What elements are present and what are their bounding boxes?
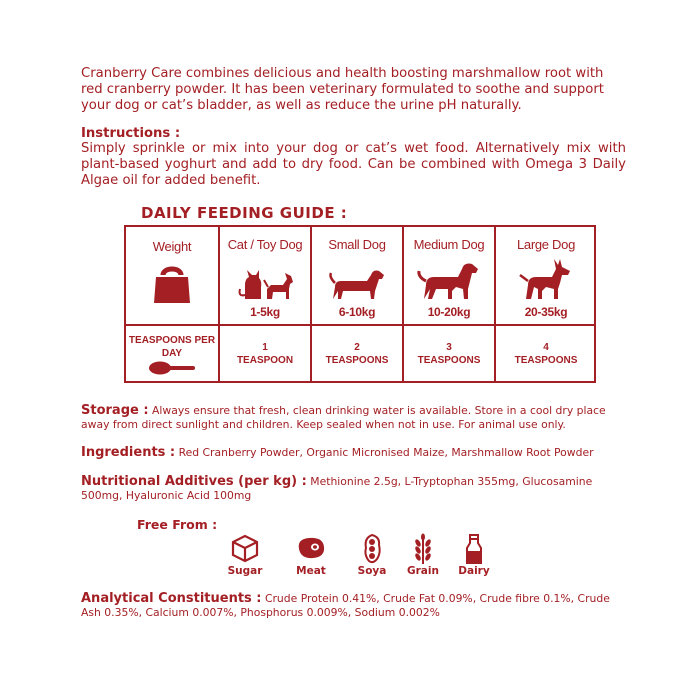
free-from-label: Dairy — [458, 565, 490, 577]
free-from-label: Grain — [407, 565, 439, 577]
ingredients-body: Red Cranberry Powder, Organic Micronised Maize, Marshmallow Root Powder — [178, 446, 594, 459]
teaspoon-cell — [312, 341, 402, 367]
instructions-title: Instructions : — [81, 126, 181, 141]
col-weight: 6-10kg — [338, 305, 376, 319]
teaspoon-icon — [148, 360, 196, 379]
small-dog-icon — [312, 265, 402, 306]
large-dog-icon — [496, 255, 596, 306]
storage-section — [81, 404, 626, 432]
ingredients-section — [81, 446, 626, 460]
ingredients-title: Ingredients : — [81, 445, 176, 460]
teaspoon-cell — [496, 341, 596, 367]
col-header: Large Dog — [516, 237, 575, 252]
col-header: Small Dog — [328, 237, 386, 252]
analytical-title: Analytical Constituents : — [81, 591, 262, 606]
weight-column — [126, 227, 218, 322]
additives-title: Nutritional Additives (per kg) : — [81, 474, 307, 489]
free-from-title: Free From : — [137, 517, 218, 532]
instructions-body: Simply sprinkle or mix into your dog or cat’s wet food. Alternatively mix with plant-based yoghurt and add to dry food. Can be combined with Omega 3 Daily Algae oil for added benefit. — [81, 141, 626, 188]
kettlebell-weight-icon — [126, 263, 218, 312]
teaspoon-unit: TEASPOONS — [514, 355, 578, 366]
teaspoon-cell — [220, 341, 310, 367]
col-weight: 1-5kg — [250, 305, 280, 319]
teaspoon-cell — [404, 341, 494, 367]
storage-title: Storage : — [81, 403, 149, 418]
col-cat-toy-dog — [220, 227, 310, 322]
feeding-guide-table — [124, 225, 596, 383]
col-small-dog — [312, 227, 402, 322]
medium-dog-icon — [404, 259, 494, 306]
col-weight: 10-20kg — [427, 305, 471, 319]
storage-body: Always ensure that fresh, clean drinking water is available. Store in a cool dry place away from direct sunlight and children. Keep sealed when not in use. For animal use only. — [81, 404, 606, 431]
free-from-label: Soya — [357, 565, 387, 577]
col-medium-dog — [404, 227, 494, 322]
analytical-section — [81, 592, 626, 620]
intro-paragraph: Cranberry Care combines delicious and health boosting marshmallow root with red cranberry powder. It has been veterinary formulated to soothe and support your dog or cat’s bladder, as well as reduce the urine pH naturally. — [81, 66, 604, 113]
teaspoon-amount: 3 — [446, 342, 452, 353]
teaspoon-unit: TEASPOON — [236, 355, 294, 366]
col-large-dog — [496, 227, 596, 322]
teaspoon-unit: TEASPOONS — [325, 355, 389, 366]
feeding-guide-title: DAILY FEEDING GUIDE : — [141, 204, 348, 222]
teaspoon-amount: 2 — [354, 342, 360, 353]
weight-header: Weight — [152, 239, 192, 254]
sugar-cube-icon — [215, 533, 275, 567]
dairy-bottle-icon — [444, 533, 504, 569]
col-header: Cat / Toy Dog — [227, 237, 303, 252]
additives-section — [81, 475, 626, 503]
teaspoon-amount: 4 — [543, 342, 549, 353]
free-from-label: Meat — [296, 565, 326, 577]
additives-body: Methionine 2.5g, L-Tryptophan 355mg, Glucosamine 500mg, Hyaluronic Acid 100mg — [81, 475, 593, 502]
table-divider — [126, 324, 594, 326]
analytical-body: Crude Protein 0.41%, Crude Fat 0.09%, Crude fibre 0.1%, Crude Ash 0.35%, Calcium 0.007%, Phosphorus 0.009%, Sodium 0.002% — [81, 592, 610, 619]
teaspoon-amount: 1 — [262, 342, 268, 353]
col-header: Medium Dog — [413, 237, 485, 252]
teaspoon-unit: TEASPOONS — [417, 355, 481, 366]
teaspoons-header: TEASPOONS PER DAY — [128, 335, 216, 359]
meat-icon — [281, 533, 341, 567]
free-from-label: Sugar — [227, 565, 263, 577]
cat-toy-dog-icon — [220, 265, 310, 306]
col-weight: 20-35kg — [524, 305, 568, 319]
